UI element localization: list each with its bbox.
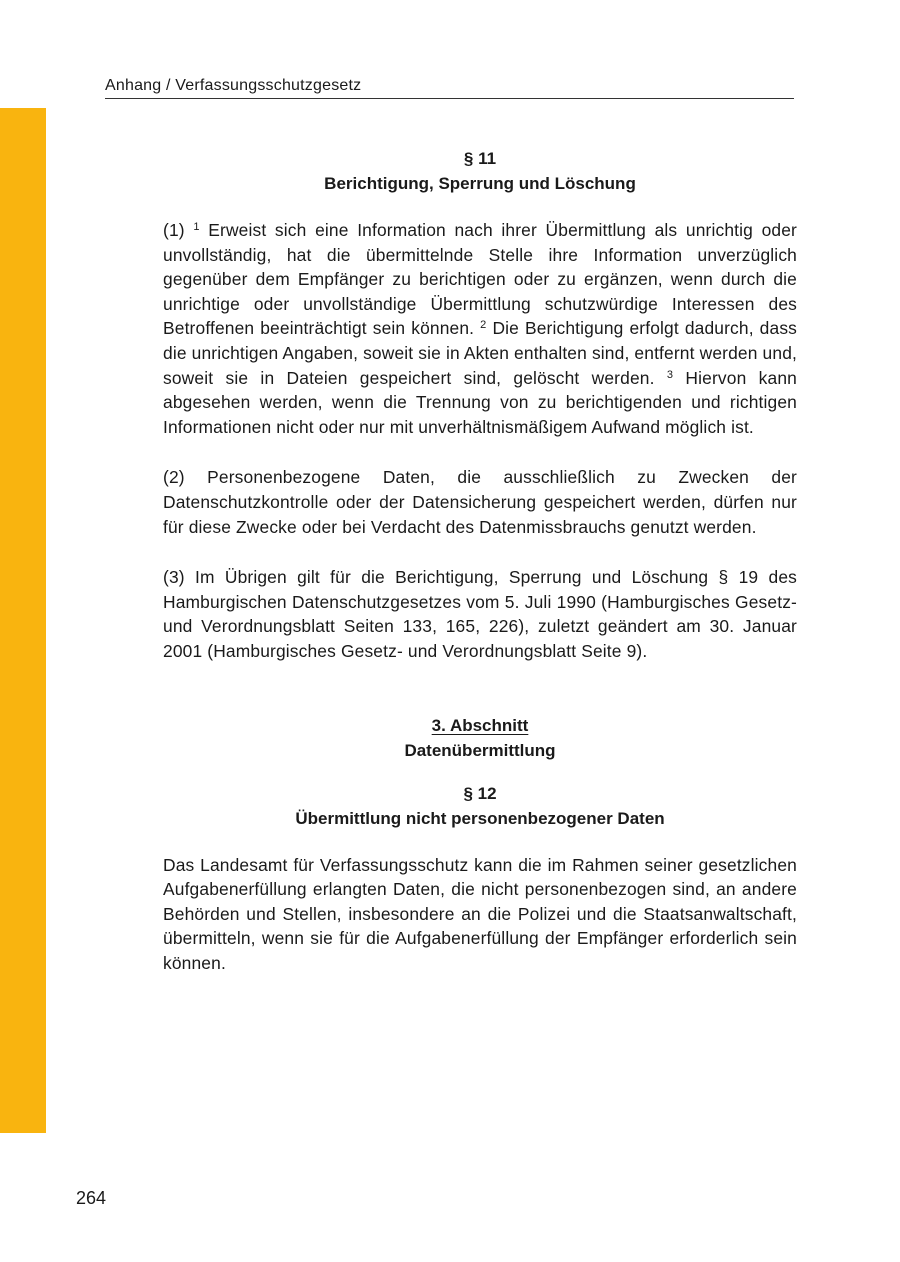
section-12-number: § 12 xyxy=(463,783,497,803)
running-header: Anhang / Verfassungsschutzgesetz xyxy=(105,76,794,99)
chapter-tab-bar xyxy=(0,108,46,1133)
sentence: Die Berichtigung erfolgt dadurch, dass die unrichtigen Angaben, soweit sie in Akten enthalten sind, entfernt werden und, soweit sie in Dateien gespeichert sind, gelöscht werden. xyxy=(163,318,798,388)
section-11-paragraph-2: (2) Personenbezogene Daten, die ausschließlich zu Zwecken der Datenschutzkontrolle oder der Datensicherung gespeichert werden, dürfen nur für diese Zwecke oder bei Verdacht des Datenmissbrauchs genutzt werden. xyxy=(163,467,797,537)
paragraph-label: (1) xyxy=(163,220,185,240)
section-12-title: Übermittlung nicht personenbezogener Daten xyxy=(295,808,665,828)
sentence-number: 1 xyxy=(193,221,200,233)
section-11-paragraph-1 xyxy=(163,218,797,439)
page-number: 264 xyxy=(76,1188,107,1208)
sentence-number: 2 xyxy=(480,319,487,332)
chapter-3-number xyxy=(163,713,797,738)
chapter-3-number-text: 3. Abschnitt xyxy=(431,715,529,735)
sentence-number: 3 xyxy=(666,368,674,381)
chapter-3-title: Datenübermittlung xyxy=(404,740,556,760)
section-11-title: Berichtigung, Sperrung und Löschung xyxy=(324,174,636,193)
section-11-paragraph-3: (3) Im Übrigen gilt für die Berichtigung, Sperrung und Löschung § 19 des Hamburgischen Datenschutzgesetzes vom 5. Juli 1990 (Hamburgisches Gesetz- und Verordnungsblatt Seiten 133, 165, 226), zuletzt geändert am 30. Januar 2001 (Hamburgisches Gesetz- und Verordnungsblatt Seite 9). xyxy=(163,567,797,661)
section-11-number: § 11 xyxy=(463,149,497,168)
page-content xyxy=(163,146,797,975)
sentence: Hiervon kann abgesehen werden, wenn die Trennung von zu berichtigenden und richtigen Informationen nicht oder nur mit unverhältnismäßigem Aufwand möglich ist. xyxy=(163,367,797,437)
section-12-paragraph-1: Das Landesamt für Verfassungsschutz kann die im Rahmen seiner gesetzlichen Aufgabenerfüllung erlangten Daten, die nicht personenbezogen sind, an andere Behörden und Stellen, insbesondere an die Polizei und die Staatsanwaltschaft, übermitteln, wenn sie für die Aufgabenerfüllung der Empfänger erforderlich sein können. xyxy=(163,854,797,973)
sentence: Erweist sich eine Information nach ihrer Übermittlung als unrichtig oder unvollständig, hat die übermittelnde Stelle ihre Information unverzüglich gegenüber dem Empfänger zu berichtigen oder zu ergänzen, wenn durch die unrichtige oder unvollständige Übermittlung schutzwürdige Interessen des Betroffenen beeinträchtigt sein können. xyxy=(163,220,797,339)
